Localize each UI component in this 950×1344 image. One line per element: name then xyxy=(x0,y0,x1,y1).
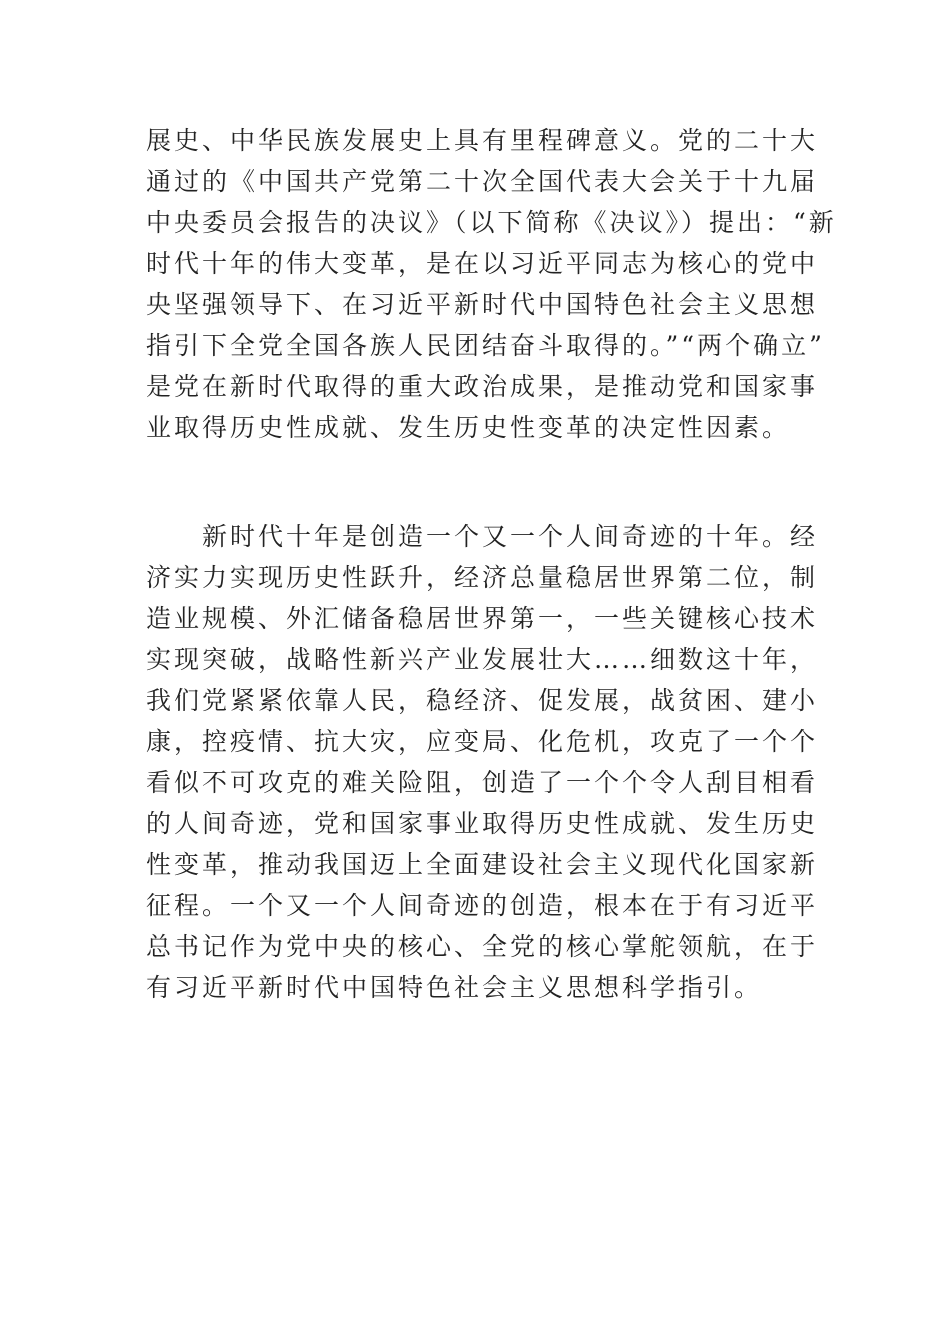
paragraph-line: 我们党紧紧依靠人民，稳经济、促发展，战贫困、建小 xyxy=(146,686,819,715)
paragraph-line: 造业规模、外汇储备稳居世界第一，一些关键核心技术 xyxy=(146,604,819,633)
paragraph-line: 展史、中华民族发展史上具有里程碑意义。党的二十大 xyxy=(146,126,819,155)
paragraph-line: 康，控疫情、抗大灾，应变局、化危机，攻克了一个个 xyxy=(146,727,819,756)
paragraph-line: 总书记作为党中央的核心、全党的核心掌舵领航，在于 xyxy=(146,932,819,961)
paragraph-line: 通过的《中国共产党第二十次全国代表大会关于十九届 xyxy=(146,167,819,196)
paragraph-2 xyxy=(146,516,819,1008)
paragraph-line: 看似不可攻克的难关险阻，创造了一个个令人刮目相看 xyxy=(146,768,819,797)
paragraph-line: 央坚强领导下、在习近平新时代中国特色社会主义思想 xyxy=(146,290,819,319)
paragraph-line: 新时代十年是创造一个又一个人间奇迹的十年。经 xyxy=(202,522,819,551)
paragraph-line: 时代十年的伟大变革，是在以习近平同志为核心的党中 xyxy=(146,249,819,278)
paragraph-line: 有习近平新时代中国特色社会主义思想科学指引。 xyxy=(146,973,763,1002)
paragraph-line: 济实力实现历史性跃升，经济总量稳居世界第二位，制 xyxy=(146,563,819,592)
paragraph-line: 是党在新时代取得的重大政治成果，是推动党和国家事 xyxy=(146,372,819,401)
paragraph-line: 的人间奇迹，党和国家事业取得历史性成就、发生历史 xyxy=(146,809,819,838)
paragraph-line: 指引下全党全国各族人民团结奋斗取得的。”“两个确立” xyxy=(146,331,825,360)
paragraph-line: 实现突破，战略性新兴产业发展壮大……细数这十年， xyxy=(146,645,819,674)
paragraph-line: 中央委员会报告的决议》（以下简称《决议》）提出：“新 xyxy=(146,208,837,237)
paragraph-line: 业取得历史性成就、发生历史性变革的决定性因素。 xyxy=(146,413,791,442)
paragraph-1 xyxy=(146,120,837,448)
paragraph-line: 征程。一个又一个人间奇迹的创造，根本在于有习近平 xyxy=(146,891,819,920)
paragraph-line: 性变革，推动我国迈上全面建设社会主义现代化国家新 xyxy=(146,850,819,879)
